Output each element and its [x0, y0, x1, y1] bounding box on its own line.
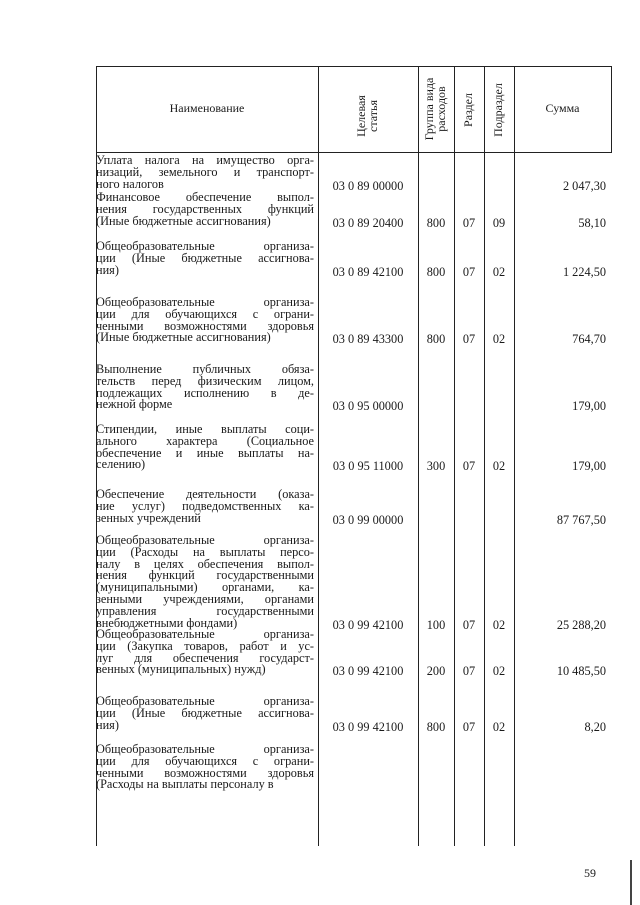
row-name [96, 535, 314, 629]
row-expense-group: 100 [426, 617, 446, 632]
row-name-line: ченными возможностями здоровья [96, 765, 314, 780]
row-name-line: управления государственными [96, 603, 314, 618]
row-sum: 10 485,50 [556, 664, 606, 679]
row-name-line: ции (Иные бюджетные ассигнова- [96, 705, 314, 720]
row-name-line: Общеобразовательные организа- [96, 742, 314, 756]
row-name-line: налу в целях обеспечения выпол- [96, 556, 314, 571]
row-name-line: ного налогов [96, 176, 164, 191]
row-target-code: 03 0 99 00000 [332, 512, 404, 527]
page-number: 59 [584, 866, 596, 880]
header-expense-group: Группа вида расходов [422, 77, 448, 141]
row-target-code: 03 0 95 00000 [332, 399, 404, 414]
row-name-line: ции для обучающихся с ограни- [96, 306, 314, 321]
row-name [96, 364, 314, 411]
budget-table [96, 66, 612, 846]
row-name-line: ального характера (Социальное [96, 433, 314, 448]
row-name-line: нения государственных функций [96, 201, 314, 216]
header-target-article: Целевая статья [354, 95, 380, 137]
col-border [611, 66, 612, 152]
row-name [96, 629, 314, 676]
row-name-line: подлежащих исполнению в де- [96, 385, 314, 400]
row-sum: 25 288,20 [556, 617, 606, 632]
row-name-line: тельств перед физическим лицом, [96, 373, 314, 388]
row-name-line: венных (муниципальных) нужд) [96, 662, 266, 677]
row-target-code: 03 0 99 42100 [332, 664, 404, 679]
row-name-line: Общеобразовательные организа- [96, 694, 314, 708]
row-section: 07 [462, 215, 476, 230]
row-expense-group: 800 [426, 332, 446, 347]
row-name-line: ции для обучающихся с ограни- [96, 753, 314, 768]
row-name [96, 155, 314, 190]
row-name-line: ния) [96, 262, 119, 277]
row-sum: 8,20 [584, 719, 606, 734]
row-name-line: Обеспечение деятельности (оказа- [96, 487, 314, 501]
row-name-line: низаций, земельного и транспорт- [96, 164, 314, 179]
header-section: Раздел [461, 93, 475, 127]
row-name-line: нежной форме [96, 397, 173, 412]
row-name [96, 744, 314, 791]
row-name-line: (Иные бюджетные ассигнования) [96, 213, 271, 228]
row-name-line: Финансовое обеспечение выпол- [96, 190, 314, 204]
row-name-line: селению) [96, 457, 146, 472]
row-name-line: ние услуг) подведомственных ка- [96, 498, 314, 513]
row-name-line: Стипендии, иные выплаты соци- [96, 422, 314, 436]
row-name-line: ченными возможностями здоровья [96, 318, 314, 333]
row-expense-group: 300 [426, 459, 446, 474]
row-name-line: Общеобразовательные организа- [96, 627, 314, 641]
row-target-code: 03 0 89 42100 [332, 264, 404, 279]
row-sum: 58,10 [578, 215, 606, 230]
row-name [96, 696, 314, 731]
row-subsection: 02 [492, 264, 506, 279]
row-name-line: обеспечение и иные выплаты на- [96, 445, 314, 460]
row-section: 07 [462, 664, 476, 679]
row-name-line: (Иные бюджетные ассигнования) [96, 330, 271, 345]
row-target-code: 03 0 89 43300 [332, 332, 404, 347]
row-name-line: ции (Иные бюджетные ассигнова- [96, 250, 314, 265]
row-expense-group: 800 [426, 719, 446, 734]
row-name-line: зенных учреждений [96, 510, 201, 525]
row-name-line: внебюджетными фондами) [96, 615, 238, 630]
row-sum: 2 047,30 [562, 178, 606, 193]
row-name-line: Общеобразовательные организа- [96, 533, 314, 547]
header-name: Наименование [169, 101, 245, 115]
row-section: 07 [462, 617, 476, 632]
row-name-line: Общеобразовательные организа- [96, 239, 314, 253]
row-subsection: 02 [492, 719, 506, 734]
row-subsection: 02 [492, 617, 506, 632]
row-name-line: (Расходы на выплаты персоналу в [96, 777, 274, 792]
header-subsection: Подраздел [491, 83, 505, 137]
row-name [96, 489, 314, 524]
row-subsection: 02 [492, 664, 506, 679]
row-target-code: 03 0 99 42100 [332, 719, 404, 734]
table-top-border [96, 66, 612, 67]
row-name-line: луг для обеспечения государст- [96, 650, 314, 665]
row-sum: 179,00 [572, 399, 606, 414]
row-subsection: 09 [492, 215, 506, 230]
row-expense-group: 200 [426, 664, 446, 679]
row-name [96, 192, 314, 227]
row-section: 07 [462, 332, 476, 347]
row-name-line: нения функций государственными [96, 568, 314, 583]
row-name-line: зенными учреждениями, органами [96, 591, 314, 606]
row-expense-group: 800 [426, 264, 446, 279]
row-name-line: Общеобразовательные организа- [96, 295, 314, 309]
row-subsection: 02 [492, 332, 506, 347]
row-target-code: 03 0 89 00000 [332, 178, 404, 193]
row-target-code: 03 0 99 42100 [332, 617, 404, 632]
row-target-code: 03 0 89 20400 [332, 215, 404, 230]
row-sum: 87 767,50 [556, 512, 606, 527]
row-expense-group: 800 [426, 215, 446, 230]
row-name [96, 424, 314, 471]
row-section: 07 [462, 719, 476, 734]
row-sum: 179,00 [572, 459, 606, 474]
row-name-line: (муниципальными) органами, ка- [96, 580, 314, 595]
row-section: 07 [462, 264, 476, 279]
row-name [96, 297, 314, 344]
row-name-line: ции (Расходы на выплаты персо- [96, 544, 314, 559]
row-sum: 764,70 [572, 332, 606, 347]
row-section: 07 [462, 459, 476, 474]
row-subsection: 02 [492, 459, 506, 474]
row-name [96, 241, 314, 276]
row-name-line: ния) [96, 717, 119, 732]
header-sum: Сумма [545, 101, 580, 115]
row-name-line: Уплата налога на имущество орга- [96, 153, 314, 167]
row-name-line: ции (Закупка товаров, работ и ус- [96, 638, 314, 653]
row-sum: 1 224,50 [562, 264, 606, 279]
scan-edge-mark [630, 860, 632, 905]
row-target-code: 03 0 95 11000 [332, 459, 404, 474]
row-name-line: Выполнение публичных обяза- [96, 362, 314, 376]
